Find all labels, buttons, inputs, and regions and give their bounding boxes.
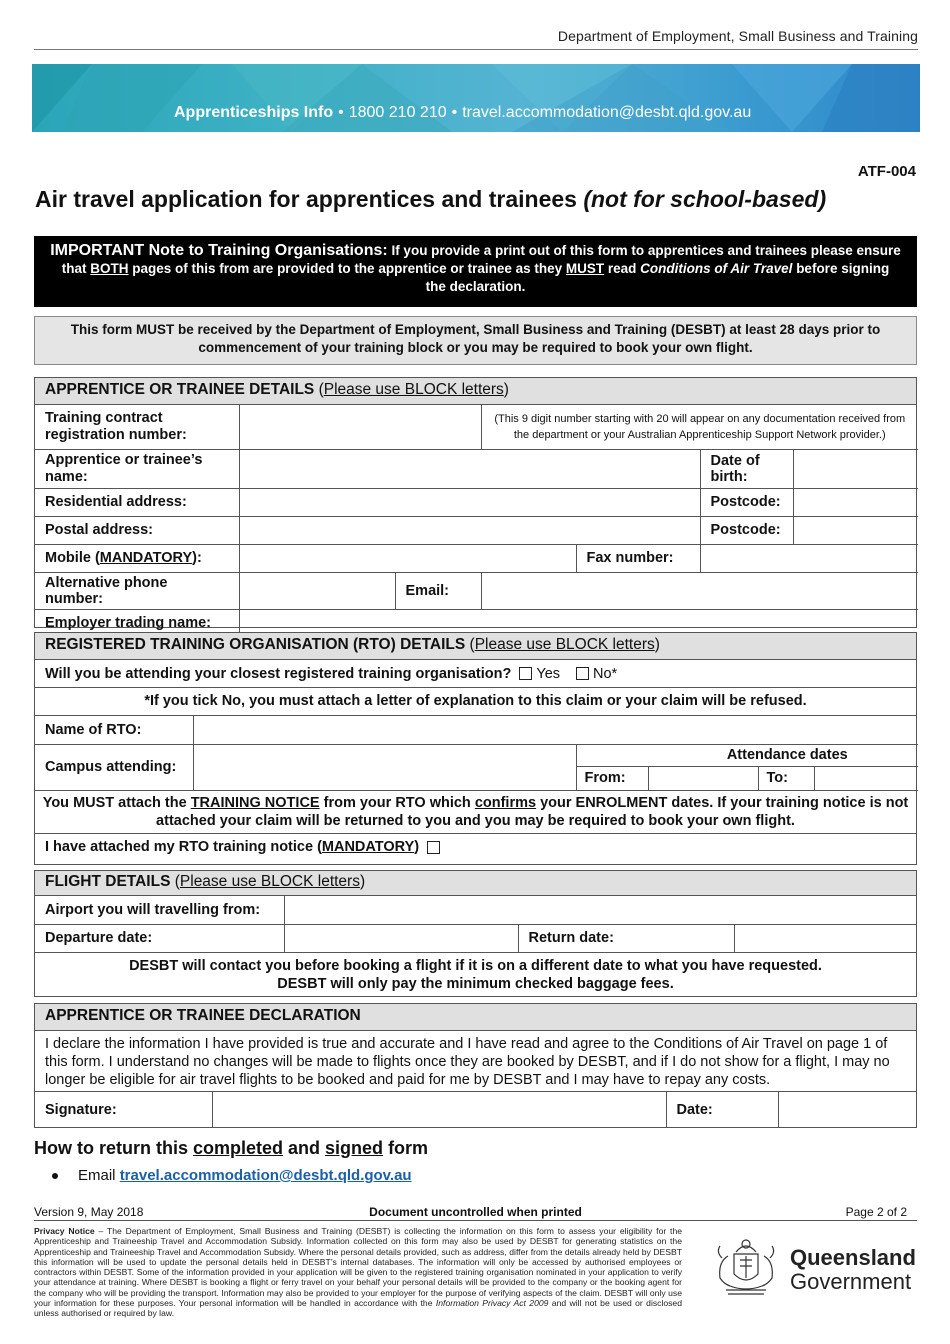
rto-name-input[interactable]	[193, 716, 918, 744]
fax-input[interactable]	[700, 544, 918, 572]
dob-label: Date of birth:	[700, 449, 793, 488]
attach-confirms: confirms	[474, 794, 537, 811]
department-name: Department of Employment, Small Business and Training	[557, 28, 918, 44]
from-input[interactable]	[648, 766, 758, 790]
privacy-end: and will not be used or disclosed unless authorised or required by law.	[34, 1298, 682, 1319]
version-text: Version 9, May 2018	[34, 1205, 144, 1219]
postcode2-input[interactable]	[793, 516, 918, 544]
from-label: From:	[576, 766, 648, 790]
rto-no-checkbox[interactable]	[576, 667, 589, 680]
rto-details-section	[34, 632, 917, 865]
return-signed: signed	[325, 1138, 384, 1158]
employer-label: Employer trading name:	[35, 609, 239, 637]
signature-table	[35, 1092, 916, 1127]
attach-training-notice: TRAINING NOTICE	[190, 794, 320, 811]
mobile-input[interactable]	[239, 544, 576, 572]
postal-label: Postal address:	[35, 516, 239, 544]
important-text-2: pages of this from are provided to the apprentice or trainee as they	[128, 261, 566, 276]
training-notice-attached-row	[35, 834, 916, 861]
important-must: MUST	[565, 261, 605, 276]
rto-closest-question: Will you be attending your closest registered training organisation?	[45, 665, 512, 682]
name-label: Apprentice or trainee’s name:	[35, 449, 239, 488]
attendance-label: Attendance dates	[576, 744, 918, 766]
rto-name-label: Name of RTO:	[35, 716, 193, 744]
flight-details-section	[34, 870, 917, 997]
important-conditions: Conditions of Air Travel	[640, 261, 793, 276]
logo-line-2: Government	[790, 1269, 912, 1294]
alt-phone-label: Alternative phone number:	[35, 572, 239, 609]
postcode2-label: Postcode:	[700, 516, 793, 544]
department-header	[34, 22, 918, 50]
mobile-mandatory: MANDATORY	[99, 550, 193, 566]
apprentice-details-section	[34, 377, 917, 632]
departure-label: Departure date:	[35, 924, 284, 952]
privacy-text: – The Department of Employment, Small Business and Training (DESBT) is collecting the information on this form to assess your eligibility for the Apprenticeship and Traineeship Travel and Accommodation Subsidy. Information collected on this form may also be used by DESBT for generating statistics on the Apprenticeship and Traineeship Travel and Accommodation Subsidy. Where the personal details provided, such as address, differ from the details already held by DESBT this information will be used to update the personal details held in DESBT’s internal databases. The information will only be accessed by authorised employees or contractors within DESBT. Some of the information provided in your application will be given to the registered training organisation nominated in your application to verify your attendance at training. Where DESBT is booking a flight or ferry travel on your behalf your personal details will be provided to the company or the booking agent for the company who will be providing the transport. Information may also be provided to your employer for the purpose of verifying aspects of the claim. DESBT will only use your information for these purposes. Your personal information will be handled in accordance with the	[34, 1226, 682, 1309]
important-text-1: If you provide a print out of this form to apprentices and trainees please ensure that	[61, 243, 901, 276]
rto-yes-label: Yes	[536, 665, 561, 682]
to-label: To:	[758, 766, 814, 790]
page-number: Page 2 of 2	[845, 1205, 907, 1219]
return-input[interactable]	[734, 924, 916, 952]
return-instructions-title	[34, 1138, 428, 1159]
name-input[interactable]	[239, 449, 700, 488]
rto-no-label: No*	[593, 665, 618, 682]
deadline-notice: This form MUST be received by the Department of Employment, Small Business and Training (DESBT) at least 28 days prior to commencement of your training block or you may be required to book your own flight.	[34, 316, 917, 365]
airport-label: Airport you will travelling from:	[35, 896, 284, 924]
attach-text-1: You MUST attach the	[42, 794, 191, 811]
important-text-4: before signing the declaration.	[425, 261, 890, 294]
attach-text-3: your ENROLMENT dates. If your training notice is not attached your claim will be returned to you and you may be required to book your own flight.	[156, 794, 909, 829]
return-completed: completed	[193, 1138, 284, 1158]
rto-heading-note: Please use BLOCK letters	[474, 636, 655, 653]
postcode-label: Postcode:	[700, 488, 793, 516]
privacy-act: Information Privacy Act 2009	[435, 1298, 549, 1309]
rto-no-note: *If you tick No, you must attach a letter of explanation to this claim or your claim will be refused.	[35, 688, 916, 716]
flight-note-1: DESBT will contact you before booking a flight if it is on a different date to what you have requested.	[129, 957, 822, 974]
privacy-notice	[34, 1226, 682, 1319]
apprentice-details-table	[35, 405, 918, 637]
banner-contact-text: Apprenticeships Info • 1800 210 210 • travel.accommodation@desbt.qld.gov.au	[174, 104, 752, 121]
reg-number-note: (This 9 digit number starting with 20 will appear on any documentation received from the department or your Australian Apprenticeship Support Network provider.)	[481, 405, 918, 449]
reg-number-label: Training contract registration number:	[35, 405, 239, 449]
rto-section-heading: REGISTERED TRAINING ORGANISATION (RTO) DETAILS (Please use BLOCK letters)	[35, 633, 916, 660]
alt-phone-input[interactable]	[239, 572, 395, 609]
footer-divider	[34, 1220, 917, 1221]
attached-text-a: I have attached my RTO training notice (	[45, 839, 322, 855]
page-title	[35, 186, 826, 213]
declaration-text: I declare the information I have provided is true and accurate and I have read and agree to the Conditions of Air Travel on page 1 of this form. I understand no changes will be made to flights once they are booked by DESBT, and if I do not show for a flight, I may no longer be eligible for air travel flights to be booked and paid for me by DESBT and I may have to repay any costs.	[35, 1031, 916, 1092]
apprentice-heading-note: Please use BLOCK letters	[323, 381, 504, 398]
bullet-icon	[52, 1173, 58, 1179]
return-text-3: form	[383, 1138, 429, 1158]
banner-phone: 1800 210 210	[348, 104, 447, 121]
footer-line	[34, 1205, 917, 1219]
flight-heading: FLIGHT DETAILS	[45, 873, 171, 890]
departure-input[interactable]	[284, 924, 518, 952]
flight-section-heading: FLIGHT DETAILS (Please use BLOCK letters)	[35, 871, 916, 896]
logo-wordmark	[790, 1246, 916, 1294]
training-notice-instruction	[35, 790, 916, 834]
campus-input[interactable]	[193, 744, 576, 790]
training-notice-checkbox[interactable]	[427, 841, 440, 854]
postcode-input[interactable]	[793, 488, 918, 516]
campus-label: Campus attending:	[35, 744, 193, 790]
return-text-1: How to return this	[34, 1138, 193, 1158]
banner-email[interactable]: travel.accommodation@desbt.qld.gov.au	[462, 104, 752, 121]
return-email-prefix: Email	[78, 1167, 120, 1184]
email-label: Email:	[395, 572, 481, 609]
flight-notes	[35, 952, 916, 996]
mobile-label	[35, 544, 239, 572]
attach-text-2: from your RTO which	[319, 794, 475, 811]
rto-yes-checkbox[interactable]	[519, 667, 532, 680]
mobile-label-b: ):	[192, 550, 202, 566]
privacy-lead: Privacy Notice	[34, 1226, 95, 1236]
queensland-government-logo	[706, 1232, 918, 1302]
return-label: Return date:	[518, 924, 734, 952]
flight-note-2: DESBT will only pay the minimum checked baggage fees.	[277, 975, 674, 992]
return-email-link[interactable]: travel.accommodation@desbt.qld.gov.au	[119, 1167, 412, 1184]
declaration-section-heading	[35, 1004, 916, 1031]
declaration-section	[34, 1003, 917, 1128]
attached-mandatory: MANDATORY	[321, 839, 415, 855]
flight-table	[35, 896, 916, 953]
date-input[interactable]	[778, 1092, 916, 1127]
apprentice-heading: APPRENTICE OR TRAINEE DETAILS	[45, 381, 315, 398]
coat-of-arms-icon	[706, 1232, 786, 1302]
important-text-3: read	[604, 261, 641, 276]
important-note	[34, 236, 917, 307]
date-label: Date:	[666, 1092, 778, 1127]
airport-input[interactable]	[284, 896, 916, 924]
flight-heading-note: Please use BLOCK letters	[179, 873, 360, 890]
logo-line-1: Queensland	[790, 1245, 916, 1270]
important-lead: IMPORTANT Note to Training Organisations:	[50, 242, 388, 259]
residential-label: Residential address:	[35, 488, 239, 516]
dob-input[interactable]	[793, 449, 918, 488]
declaration-heading: APPRENTICE OR TRAINEE DECLARATION	[45, 1007, 361, 1024]
rto-table	[35, 716, 918, 791]
signature-input[interactable]	[212, 1092, 666, 1127]
uncontrolled-text: Document uncontrolled when printed	[369, 1205, 582, 1219]
important-both: BOTH	[90, 261, 129, 276]
email-input[interactable]	[481, 572, 918, 609]
fax-label: Fax number:	[576, 544, 700, 572]
rto-closest-question-row	[35, 660, 916, 688]
mobile-label-a: Mobile (	[45, 550, 100, 566]
attached-text-b: )	[414, 839, 420, 855]
return-text-2: and	[283, 1138, 326, 1158]
form-code: ATF-004	[857, 163, 916, 180]
to-input[interactable]	[814, 766, 918, 790]
banner-name: Apprenticeships Info	[174, 104, 334, 121]
apprentice-section-heading: APPRENTICE OR TRAINEE DETAILS (Please use BLOCK letters)	[35, 378, 916, 405]
residential-input[interactable]	[239, 488, 700, 516]
return-email-item	[52, 1167, 412, 1184]
reg-number-input[interactable]	[239, 405, 481, 449]
title-qualifier: (not for school-based)	[583, 186, 827, 212]
postal-input[interactable]	[239, 516, 700, 544]
signature-label: Signature:	[35, 1092, 212, 1127]
title-main: Air travel application for apprentices and trainees	[35, 186, 577, 212]
rto-heading: REGISTERED TRAINING ORGANISATION (RTO) DETAILS	[45, 636, 466, 653]
contact-banner	[32, 64, 920, 132]
